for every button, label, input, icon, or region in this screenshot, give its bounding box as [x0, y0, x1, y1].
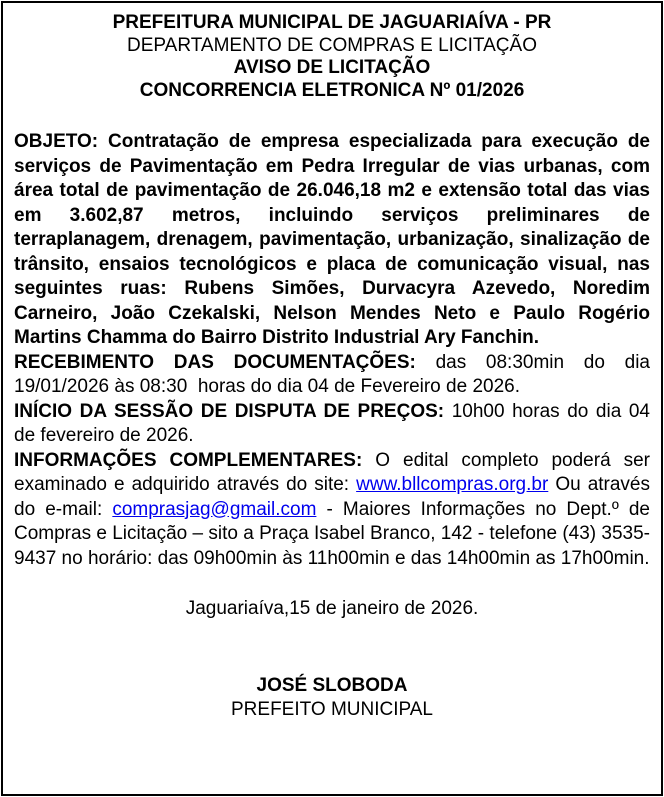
informacoes-text-before-email: Ou através do e-mail: — [14, 474, 650, 520]
notice-type: AVISO DE LICITAÇÃO — [233, 57, 431, 78]
document-header — [14, 12, 650, 102]
inicio-paragraph — [14, 400, 650, 449]
date-line: Jaguariaíva,15 de janeiro de 2026. — [185, 598, 479, 619]
inicio-text: 10h00 horas do dia 04 de fevereiro de 2026. — [14, 400, 650, 446]
informacoes-text-after-email: - Maiores Informações no Dept.º de Compras e Licitação – sito a Praça Isabel Branco, 142 - telefone (43) 3535-9437 no horário: das 09h00min às 11h00min e das 14h00min as 17h00min. — [14, 498, 650, 569]
site-link[interactable]: www.bllcompras.org.br — [356, 474, 549, 495]
informacoes-text-before-site: O edital completo poderá ser examinado e adquirido através do site: — [14, 449, 651, 495]
recebimento-paragraph — [14, 351, 650, 400]
objeto-label: OBJETO: — [14, 131, 99, 152]
objeto-paragraph — [14, 130, 650, 351]
informacoes-paragraph — [14, 449, 650, 572]
signature-name: JOSÉ SLOBODA — [256, 674, 408, 696]
recebimento-text: das 08:30min do dia 19/01/2026 às 08:30 horas do dia 04 de Fevereiro de 2026. — [14, 351, 650, 397]
signature-block — [14, 674, 650, 723]
email-link[interactable]: comprasjag@gmail.com — [112, 498, 317, 520]
org-name: PREFEITURA MUNICIPAL DE JAGUARIAÍVA - PR — [112, 12, 552, 33]
licitacao-notice-document — [1, 1, 663, 796]
department-name: DEPARTAMENTO DE COMPRAS E LICITAÇÃO — [127, 34, 537, 56]
informacoes-label: INFORMAÇÕES COMPLEMENTARES: — [14, 449, 363, 471]
recebimento-label: RECEBIMENTO DAS DOCUMENTAÇÕES: — [14, 351, 416, 373]
inicio-label: INÍCIO DA SESSÃO DE DISPUTA DE PREÇOS: — [14, 400, 445, 422]
objeto-text: Contratação de empresa especializada para execução de serviços de Pavimentação em Pedra Irregular de vias urbanas, com área total de pavimentação de 26.046,18 m2 e extensão total das vias em 3.602,87 metros, incluindo serviços preliminares de terraplanagem, drenagem, pavimentação, urbanização, sinalização de trânsito, ensaios tecnológicos e placa de comunicação visual, nas seguintes ruas: Rubens Simões, Durvacyra Azevedo, Noredim Carneiro, João Czekalski, Nelson Mendes Neto e Paulo Rogério Martins Chamma do Bairro Distrito Industrial Ary Fanchin. — [14, 131, 650, 348]
signature-title: PREFEITO MUNICIPAL — [231, 699, 433, 720]
document-body — [14, 130, 650, 571]
notice-number: CONCORRENCIA ELETRONICA Nº 01/2026 — [139, 79, 525, 101]
